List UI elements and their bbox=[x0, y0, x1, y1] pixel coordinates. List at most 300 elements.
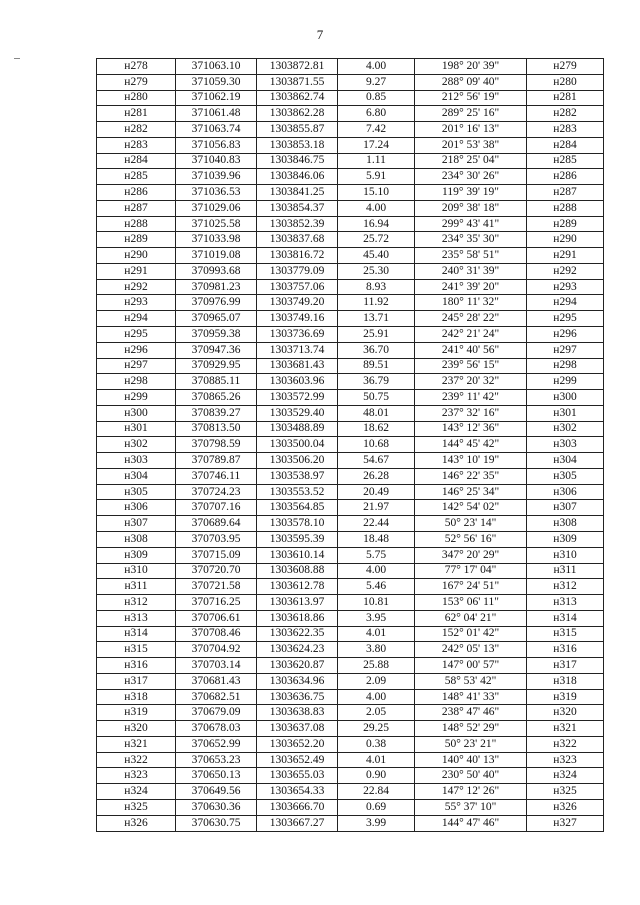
table-row bbox=[97, 232, 604, 248]
y-coordinate-cell: 1303652.20 bbox=[257, 736, 338, 752]
point-id-cell: н322 bbox=[97, 752, 176, 768]
x-coordinate-cell: 370652.99 bbox=[176, 736, 257, 752]
length-cell: 48.01 bbox=[338, 405, 415, 421]
bearing-cell: 238° 47' 46" bbox=[415, 705, 527, 721]
table-row bbox=[97, 547, 604, 563]
table-row bbox=[97, 390, 604, 406]
length-cell: 50.75 bbox=[338, 390, 415, 406]
table-row bbox=[97, 563, 604, 579]
next-point-cell: н288 bbox=[527, 200, 604, 216]
table-row bbox=[97, 248, 604, 264]
y-coordinate-cell: 1303620.87 bbox=[257, 658, 338, 674]
table-row bbox=[97, 295, 604, 311]
next-point-cell: н291 bbox=[527, 248, 604, 264]
y-coordinate-cell: 1303610.14 bbox=[257, 547, 338, 563]
bearing-cell: 240° 31' 39" bbox=[415, 263, 527, 279]
bearing-cell: 146° 22' 35" bbox=[415, 468, 527, 484]
y-coordinate-cell: 1303488.89 bbox=[257, 421, 338, 437]
table-row bbox=[97, 610, 604, 626]
bearing-cell: 148° 41' 33" bbox=[415, 689, 527, 705]
length-cell: 0.38 bbox=[338, 736, 415, 752]
point-id-cell: н279 bbox=[97, 74, 176, 90]
table-row bbox=[97, 311, 604, 327]
table-row bbox=[97, 358, 604, 374]
point-id-cell: н309 bbox=[97, 547, 176, 563]
point-id-cell: н282 bbox=[97, 122, 176, 138]
bearing-cell: 143° 10' 19" bbox=[415, 453, 527, 469]
x-coordinate-cell: 370679.09 bbox=[176, 705, 257, 721]
y-coordinate-cell: 1303681.43 bbox=[257, 358, 338, 374]
y-coordinate-cell: 1303538.97 bbox=[257, 468, 338, 484]
x-coordinate-cell: 370708.46 bbox=[176, 626, 257, 642]
next-point-cell: н281 bbox=[527, 90, 604, 106]
point-id-cell: н286 bbox=[97, 185, 176, 201]
length-cell: 9.27 bbox=[338, 74, 415, 90]
length-cell: 22.44 bbox=[338, 516, 415, 532]
x-coordinate-cell: 371062.19 bbox=[176, 90, 257, 106]
bearing-cell: 119° 39' 19" bbox=[415, 185, 527, 201]
next-point-cell: н295 bbox=[527, 311, 604, 327]
point-id-cell: н307 bbox=[97, 516, 176, 532]
length-cell: 0.90 bbox=[338, 768, 415, 784]
next-point-cell: н314 bbox=[527, 610, 604, 626]
x-coordinate-cell: 370746.11 bbox=[176, 468, 257, 484]
length-cell: 22.84 bbox=[338, 784, 415, 800]
y-coordinate-cell: 1303853.18 bbox=[257, 137, 338, 153]
bearing-cell: 58° 53' 42" bbox=[415, 673, 527, 689]
y-coordinate-cell: 1303852.39 bbox=[257, 216, 338, 232]
x-coordinate-cell: 370721.58 bbox=[176, 579, 257, 595]
length-cell: 3.80 bbox=[338, 642, 415, 658]
table-row bbox=[97, 500, 604, 516]
length-cell: 29.25 bbox=[338, 721, 415, 737]
table-row bbox=[97, 342, 604, 358]
next-point-cell: н297 bbox=[527, 342, 604, 358]
bearing-cell: 299° 43' 41" bbox=[415, 216, 527, 232]
length-cell: 4.01 bbox=[338, 626, 415, 642]
bearing-cell: 245° 28' 22" bbox=[415, 311, 527, 327]
x-coordinate-cell: 370706.61 bbox=[176, 610, 257, 626]
next-point-cell: н302 bbox=[527, 421, 604, 437]
table-row bbox=[97, 122, 604, 138]
next-point-cell: н318 bbox=[527, 673, 604, 689]
table-row bbox=[97, 531, 604, 547]
y-coordinate-cell: 1303846.06 bbox=[257, 169, 338, 185]
table-row bbox=[97, 153, 604, 169]
x-coordinate-cell: 371063.10 bbox=[176, 59, 257, 75]
y-coordinate-cell: 1303837.68 bbox=[257, 232, 338, 248]
x-coordinate-cell: 370703.95 bbox=[176, 531, 257, 547]
table-row bbox=[97, 752, 604, 768]
point-id-cell: н291 bbox=[97, 263, 176, 279]
x-coordinate-cell: 371061.48 bbox=[176, 106, 257, 122]
x-coordinate-cell: 371063.74 bbox=[176, 122, 257, 138]
length-cell: 4.00 bbox=[338, 200, 415, 216]
x-coordinate-cell: 370649.56 bbox=[176, 784, 257, 800]
length-cell: 5.75 bbox=[338, 547, 415, 563]
next-point-cell: н325 bbox=[527, 784, 604, 800]
bearing-cell: 241° 40' 56" bbox=[415, 342, 527, 358]
table-row bbox=[97, 74, 604, 90]
y-coordinate-cell: 1303608.88 bbox=[257, 563, 338, 579]
point-id-cell: н312 bbox=[97, 595, 176, 611]
next-point-cell: н298 bbox=[527, 358, 604, 374]
x-coordinate-cell: 371056.83 bbox=[176, 137, 257, 153]
point-id-cell: н292 bbox=[97, 279, 176, 295]
point-id-cell: н321 bbox=[97, 736, 176, 752]
y-coordinate-cell: 1303862.74 bbox=[257, 90, 338, 106]
bearing-cell: 347° 20' 29" bbox=[415, 547, 527, 563]
point-id-cell: н323 bbox=[97, 768, 176, 784]
table-row bbox=[97, 437, 604, 453]
bearing-cell: 152° 01' 42" bbox=[415, 626, 527, 642]
next-point-cell: н311 bbox=[527, 563, 604, 579]
point-id-cell: н301 bbox=[97, 421, 176, 437]
x-coordinate-cell: 371036.53 bbox=[176, 185, 257, 201]
bearing-cell: 50° 23' 21" bbox=[415, 736, 527, 752]
next-point-cell: н296 bbox=[527, 327, 604, 343]
length-cell: 20.49 bbox=[338, 484, 415, 500]
table-row bbox=[97, 169, 604, 185]
table-row bbox=[97, 736, 604, 752]
next-point-cell: н299 bbox=[527, 374, 604, 390]
y-coordinate-cell: 1303506.20 bbox=[257, 453, 338, 469]
point-id-cell: н318 bbox=[97, 689, 176, 705]
point-id-cell: н284 bbox=[97, 153, 176, 169]
next-point-cell: н326 bbox=[527, 799, 604, 815]
y-coordinate-cell: 1303618.86 bbox=[257, 610, 338, 626]
bearing-cell: 237° 32' 16" bbox=[415, 405, 527, 421]
length-cell: 18.62 bbox=[338, 421, 415, 437]
table-row bbox=[97, 279, 604, 295]
length-cell: 26.28 bbox=[338, 468, 415, 484]
next-point-cell: н320 bbox=[527, 705, 604, 721]
table-row bbox=[97, 768, 604, 784]
y-coordinate-cell: 1303553.52 bbox=[257, 484, 338, 500]
table-row bbox=[97, 137, 604, 153]
bearing-cell: 52° 56' 16" bbox=[415, 531, 527, 547]
point-id-cell: н298 bbox=[97, 374, 176, 390]
next-point-cell: н305 bbox=[527, 468, 604, 484]
length-cell: 36.70 bbox=[338, 342, 415, 358]
y-coordinate-cell: 1303854.37 bbox=[257, 200, 338, 216]
point-id-cell: н303 bbox=[97, 453, 176, 469]
x-coordinate-cell: 370704.92 bbox=[176, 642, 257, 658]
table-row bbox=[97, 484, 604, 500]
length-cell: 5.46 bbox=[338, 579, 415, 595]
coordinates-table-body bbox=[97, 59, 604, 832]
bearing-cell: 242° 21' 24" bbox=[415, 327, 527, 343]
table-row bbox=[97, 90, 604, 106]
bearing-cell: 239° 11' 42" bbox=[415, 390, 527, 406]
bearing-cell: 218° 25' 04" bbox=[415, 153, 527, 169]
point-id-cell: н314 bbox=[97, 626, 176, 642]
bearing-cell: 140° 40' 13" bbox=[415, 752, 527, 768]
length-cell: 18.48 bbox=[338, 531, 415, 547]
next-point-cell: н287 bbox=[527, 185, 604, 201]
point-id-cell: н308 bbox=[97, 531, 176, 547]
length-cell: 21.97 bbox=[338, 500, 415, 516]
table-row bbox=[97, 374, 604, 390]
point-id-cell: н325 bbox=[97, 799, 176, 815]
y-coordinate-cell: 1303595.39 bbox=[257, 531, 338, 547]
point-id-cell: н287 bbox=[97, 200, 176, 216]
x-coordinate-cell: 370981.23 bbox=[176, 279, 257, 295]
y-coordinate-cell: 1303564.85 bbox=[257, 500, 338, 516]
next-point-cell: н310 bbox=[527, 547, 604, 563]
length-cell: 5.91 bbox=[338, 169, 415, 185]
table-row bbox=[97, 516, 604, 532]
point-id-cell: н316 bbox=[97, 658, 176, 674]
table-row bbox=[97, 673, 604, 689]
x-coordinate-cell: 370653.23 bbox=[176, 752, 257, 768]
bearing-cell: 146° 25' 34" bbox=[415, 484, 527, 500]
length-cell: 4.00 bbox=[338, 59, 415, 75]
y-coordinate-cell: 1303757.06 bbox=[257, 279, 338, 295]
x-coordinate-cell: 370678.03 bbox=[176, 721, 257, 737]
next-point-cell: н319 bbox=[527, 689, 604, 705]
length-cell: 17.24 bbox=[338, 137, 415, 153]
table-row bbox=[97, 799, 604, 815]
next-point-cell: н283 bbox=[527, 122, 604, 138]
bearing-cell: 201° 53' 38" bbox=[415, 137, 527, 153]
next-point-cell: н327 bbox=[527, 815, 604, 831]
x-coordinate-cell: 370715.09 bbox=[176, 547, 257, 563]
point-id-cell: н317 bbox=[97, 673, 176, 689]
coordinates-table bbox=[96, 58, 604, 832]
length-cell: 15.10 bbox=[338, 185, 415, 201]
y-coordinate-cell: 1303612.78 bbox=[257, 579, 338, 595]
bearing-cell: 144° 47' 46" bbox=[415, 815, 527, 831]
x-coordinate-cell: 370993.68 bbox=[176, 263, 257, 279]
length-cell: 2.05 bbox=[338, 705, 415, 721]
x-coordinate-cell: 370707.16 bbox=[176, 500, 257, 516]
y-coordinate-cell: 1303846.75 bbox=[257, 153, 338, 169]
bearing-cell: 50° 23' 14" bbox=[415, 516, 527, 532]
y-coordinate-cell: 1303634.96 bbox=[257, 673, 338, 689]
bearing-cell: 212° 56' 19" bbox=[415, 90, 527, 106]
table-row bbox=[97, 185, 604, 201]
bearing-cell: 147° 12' 26" bbox=[415, 784, 527, 800]
y-coordinate-cell: 1303624.23 bbox=[257, 642, 338, 658]
next-point-cell: н324 bbox=[527, 768, 604, 784]
bearing-cell: 55° 37' 10" bbox=[415, 799, 527, 815]
x-coordinate-cell: 370965.07 bbox=[176, 311, 257, 327]
bearing-cell: 289° 25' 16" bbox=[415, 106, 527, 122]
table-row bbox=[97, 106, 604, 122]
point-id-cell: н295 bbox=[97, 327, 176, 343]
table-row bbox=[97, 705, 604, 721]
next-point-cell: н306 bbox=[527, 484, 604, 500]
x-coordinate-cell: 371040.83 bbox=[176, 153, 257, 169]
bearing-cell: 153° 06' 11" bbox=[415, 595, 527, 611]
point-id-cell: н280 bbox=[97, 90, 176, 106]
point-id-cell: н320 bbox=[97, 721, 176, 737]
table-row bbox=[97, 421, 604, 437]
bearing-cell: 143° 12' 36" bbox=[415, 421, 527, 437]
length-cell: 3.95 bbox=[338, 610, 415, 626]
next-point-cell: н301 bbox=[527, 405, 604, 421]
point-id-cell: н285 bbox=[97, 169, 176, 185]
x-coordinate-cell: 370865.26 bbox=[176, 390, 257, 406]
y-coordinate-cell: 1303603.96 bbox=[257, 374, 338, 390]
next-point-cell: н284 bbox=[527, 137, 604, 153]
table-row bbox=[97, 658, 604, 674]
x-coordinate-cell: 370959.38 bbox=[176, 327, 257, 343]
bearing-cell: 237° 20' 32" bbox=[415, 374, 527, 390]
x-coordinate-cell: 370839.27 bbox=[176, 405, 257, 421]
y-coordinate-cell: 1303871.55 bbox=[257, 74, 338, 90]
length-cell: 54.67 bbox=[338, 453, 415, 469]
length-cell: 4.00 bbox=[338, 689, 415, 705]
x-coordinate-cell: 370929.95 bbox=[176, 358, 257, 374]
table-row bbox=[97, 216, 604, 232]
next-point-cell: н323 bbox=[527, 752, 604, 768]
point-id-cell: н315 bbox=[97, 642, 176, 658]
x-coordinate-cell: 370720.70 bbox=[176, 563, 257, 579]
point-id-cell: н300 bbox=[97, 405, 176, 421]
length-cell: 3.99 bbox=[338, 815, 415, 831]
next-point-cell: н313 bbox=[527, 595, 604, 611]
next-point-cell: н303 bbox=[527, 437, 604, 453]
y-coordinate-cell: 1303652.49 bbox=[257, 752, 338, 768]
table-row bbox=[97, 200, 604, 216]
point-id-cell: н281 bbox=[97, 106, 176, 122]
length-cell: 16.94 bbox=[338, 216, 415, 232]
x-coordinate-cell: 370716.25 bbox=[176, 595, 257, 611]
bearing-cell: 230° 50' 40" bbox=[415, 768, 527, 784]
next-point-cell: н293 bbox=[527, 279, 604, 295]
table-row bbox=[97, 626, 604, 642]
bearing-cell: 242° 05' 13" bbox=[415, 642, 527, 658]
table-row bbox=[97, 815, 604, 831]
y-coordinate-cell: 1303613.97 bbox=[257, 595, 338, 611]
table-row bbox=[97, 689, 604, 705]
y-coordinate-cell: 1303654.33 bbox=[257, 784, 338, 800]
y-coordinate-cell: 1303749.16 bbox=[257, 311, 338, 327]
point-id-cell: н302 bbox=[97, 437, 176, 453]
x-coordinate-cell: 370630.75 bbox=[176, 815, 257, 831]
length-cell: 4.01 bbox=[338, 752, 415, 768]
bearing-cell: 167° 24' 51" bbox=[415, 579, 527, 595]
point-id-cell: н293 bbox=[97, 295, 176, 311]
next-point-cell: н292 bbox=[527, 263, 604, 279]
point-id-cell: н324 bbox=[97, 784, 176, 800]
next-point-cell: н282 bbox=[527, 106, 604, 122]
length-cell: 25.91 bbox=[338, 327, 415, 343]
margin-mark bbox=[14, 58, 20, 59]
y-coordinate-cell: 1303855.87 bbox=[257, 122, 338, 138]
length-cell: 2.09 bbox=[338, 673, 415, 689]
table-row bbox=[97, 579, 604, 595]
point-id-cell: н297 bbox=[97, 358, 176, 374]
x-coordinate-cell: 370976.99 bbox=[176, 295, 257, 311]
bearing-cell: 142° 54' 02" bbox=[415, 500, 527, 516]
table-row bbox=[97, 453, 604, 469]
bearing-cell: 239° 56' 15" bbox=[415, 358, 527, 374]
bearing-cell: 201° 16' 13" bbox=[415, 122, 527, 138]
y-coordinate-cell: 1303638.83 bbox=[257, 705, 338, 721]
x-coordinate-cell: 371029.06 bbox=[176, 200, 257, 216]
table-row bbox=[97, 405, 604, 421]
length-cell: 25.72 bbox=[338, 232, 415, 248]
table-row bbox=[97, 327, 604, 343]
point-id-cell: н305 bbox=[97, 484, 176, 500]
bearing-cell: 234° 35' 30" bbox=[415, 232, 527, 248]
y-coordinate-cell: 1303713.74 bbox=[257, 342, 338, 358]
length-cell: 10.81 bbox=[338, 595, 415, 611]
length-cell: 25.88 bbox=[338, 658, 415, 674]
bearing-cell: 148° 52' 29" bbox=[415, 721, 527, 737]
y-coordinate-cell: 1303736.69 bbox=[257, 327, 338, 343]
length-cell: 13.71 bbox=[338, 311, 415, 327]
y-coordinate-cell: 1303655.03 bbox=[257, 768, 338, 784]
y-coordinate-cell: 1303872.81 bbox=[257, 59, 338, 75]
next-point-cell: н289 bbox=[527, 216, 604, 232]
table-row bbox=[97, 468, 604, 484]
next-point-cell: н304 bbox=[527, 453, 604, 469]
point-id-cell: н310 bbox=[97, 563, 176, 579]
x-coordinate-cell: 370703.14 bbox=[176, 658, 257, 674]
x-coordinate-cell: 370689.64 bbox=[176, 516, 257, 532]
length-cell: 45.40 bbox=[338, 248, 415, 264]
next-point-cell: н308 bbox=[527, 516, 604, 532]
table-row bbox=[97, 59, 604, 75]
x-coordinate-cell: 371059.30 bbox=[176, 74, 257, 90]
next-point-cell: н307 bbox=[527, 500, 604, 516]
x-coordinate-cell: 370813.50 bbox=[176, 421, 257, 437]
y-coordinate-cell: 1303572.99 bbox=[257, 390, 338, 406]
length-cell: 25.30 bbox=[338, 263, 415, 279]
length-cell: 8.93 bbox=[338, 279, 415, 295]
x-coordinate-cell: 370650.13 bbox=[176, 768, 257, 784]
bearing-cell: 62° 04' 21" bbox=[415, 610, 527, 626]
point-id-cell: н313 bbox=[97, 610, 176, 626]
next-point-cell: н321 bbox=[527, 721, 604, 737]
x-coordinate-cell: 371039.96 bbox=[176, 169, 257, 185]
table-row bbox=[97, 642, 604, 658]
bearing-cell: 147° 00' 57" bbox=[415, 658, 527, 674]
y-coordinate-cell: 1303637.08 bbox=[257, 721, 338, 737]
x-coordinate-cell: 371019.08 bbox=[176, 248, 257, 264]
x-coordinate-cell: 370885.11 bbox=[176, 374, 257, 390]
point-id-cell: н304 bbox=[97, 468, 176, 484]
next-point-cell: н316 bbox=[527, 642, 604, 658]
bearing-cell: 288° 09' 40" bbox=[415, 74, 527, 90]
x-coordinate-cell: 370789.87 bbox=[176, 453, 257, 469]
bearing-cell: 77° 17' 04" bbox=[415, 563, 527, 579]
x-coordinate-cell: 370630.36 bbox=[176, 799, 257, 815]
point-id-cell: н283 bbox=[97, 137, 176, 153]
point-id-cell: н306 bbox=[97, 500, 176, 516]
next-point-cell: н312 bbox=[527, 579, 604, 595]
page-number: 7 bbox=[316, 27, 324, 42]
next-point-cell: н285 bbox=[527, 153, 604, 169]
y-coordinate-cell: 1303578.10 bbox=[257, 516, 338, 532]
next-point-cell: н317 bbox=[527, 658, 604, 674]
y-coordinate-cell: 1303667.27 bbox=[257, 815, 338, 831]
next-point-cell: н322 bbox=[527, 736, 604, 752]
bearing-cell: 198° 20' 39" bbox=[415, 59, 527, 75]
point-id-cell: н311 bbox=[97, 579, 176, 595]
bearing-cell: 241° 39' 20" bbox=[415, 279, 527, 295]
next-point-cell: н315 bbox=[527, 626, 604, 642]
point-id-cell: н296 bbox=[97, 342, 176, 358]
table-row bbox=[97, 784, 604, 800]
length-cell: 6.80 bbox=[338, 106, 415, 122]
bearing-cell: 234° 30' 26" bbox=[415, 169, 527, 185]
x-coordinate-cell: 370724.23 bbox=[176, 484, 257, 500]
